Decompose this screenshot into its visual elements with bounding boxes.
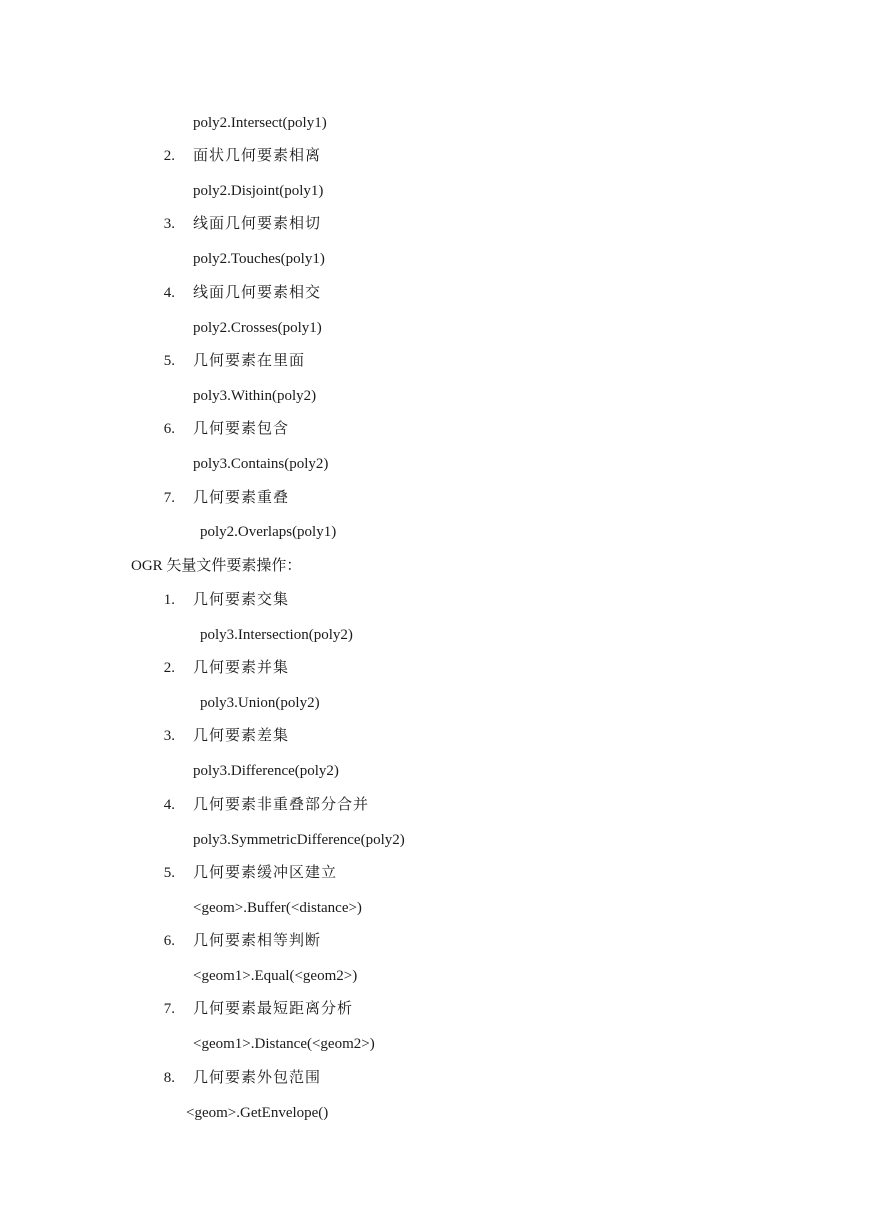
item-label: 几何要素重叠 [193, 490, 290, 506]
item-label: 几何要素外包范围 [193, 1070, 322, 1086]
item-label: 几何要素非重叠部分合并 [193, 797, 370, 813]
item-label: 几何要素交集 [193, 592, 290, 608]
item-number: 8. [163, 1070, 175, 1086]
code-line: <geom1>.Distance(<geom2>) [193, 1036, 375, 1052]
code-line: poly3.Contains(poly2) [193, 456, 329, 472]
item-label: 几何要素缓冲区建立 [193, 865, 338, 881]
item-number: 5. [163, 353, 175, 369]
item-label: 线面几何要素相交 [193, 285, 322, 301]
item-label: 几何要素最短距离分析 [193, 1001, 354, 1017]
code-line: poly3.Difference(poly2) [193, 763, 339, 779]
item-number: 3. [163, 216, 175, 232]
code-line: poly3.Within(poly2) [193, 388, 317, 404]
item-number: 4. [163, 285, 175, 301]
code-line: poly3.Union(poly2) [200, 695, 320, 711]
code-line: poly2.Touches(poly1) [193, 251, 325, 267]
item-number: 2. [163, 148, 175, 164]
item-number: 1. [163, 592, 175, 608]
item-number: 6. [163, 933, 175, 949]
item-label: 几何要素差集 [193, 728, 290, 744]
item-number: 6. [163, 421, 175, 437]
code-line: <geom>.Buffer(<distance>) [193, 900, 362, 916]
code-line: poly3.Intersection(poly2) [200, 627, 353, 643]
code-line: poly3.SymmetricDifference(poly2) [193, 832, 405, 848]
item-label: 几何要素相等判断 [193, 933, 322, 949]
item-label: 面状几何要素相离 [193, 148, 322, 164]
code-line: poly2.Disjoint(poly1) [193, 183, 324, 199]
code-line: <geom>.GetEnvelope() [186, 1105, 329, 1121]
item-label: 几何要素并集 [193, 660, 290, 676]
code-line: <geom1>.Equal(<geom2>) [193, 968, 358, 984]
item-number: 3. [163, 728, 175, 744]
item-label: 线面几何要素相切 [193, 216, 322, 232]
item-number: 7. [163, 490, 175, 506]
item-number: 7. [163, 1001, 175, 1017]
code-line: poly2.Overlaps(poly1) [200, 524, 337, 540]
code-line: poly2.Crosses(poly1) [193, 320, 322, 336]
item-number: 4. [163, 797, 175, 813]
section-heading: OGR 矢量文件要素操作： [131, 558, 302, 574]
code-line: poly2.Intersect(poly1) [193, 115, 327, 131]
item-number: 5. [163, 865, 175, 881]
item-label: 几何要素包含 [193, 421, 290, 437]
item-number: 2. [163, 660, 175, 676]
item-label: 几何要素在里面 [193, 353, 306, 369]
